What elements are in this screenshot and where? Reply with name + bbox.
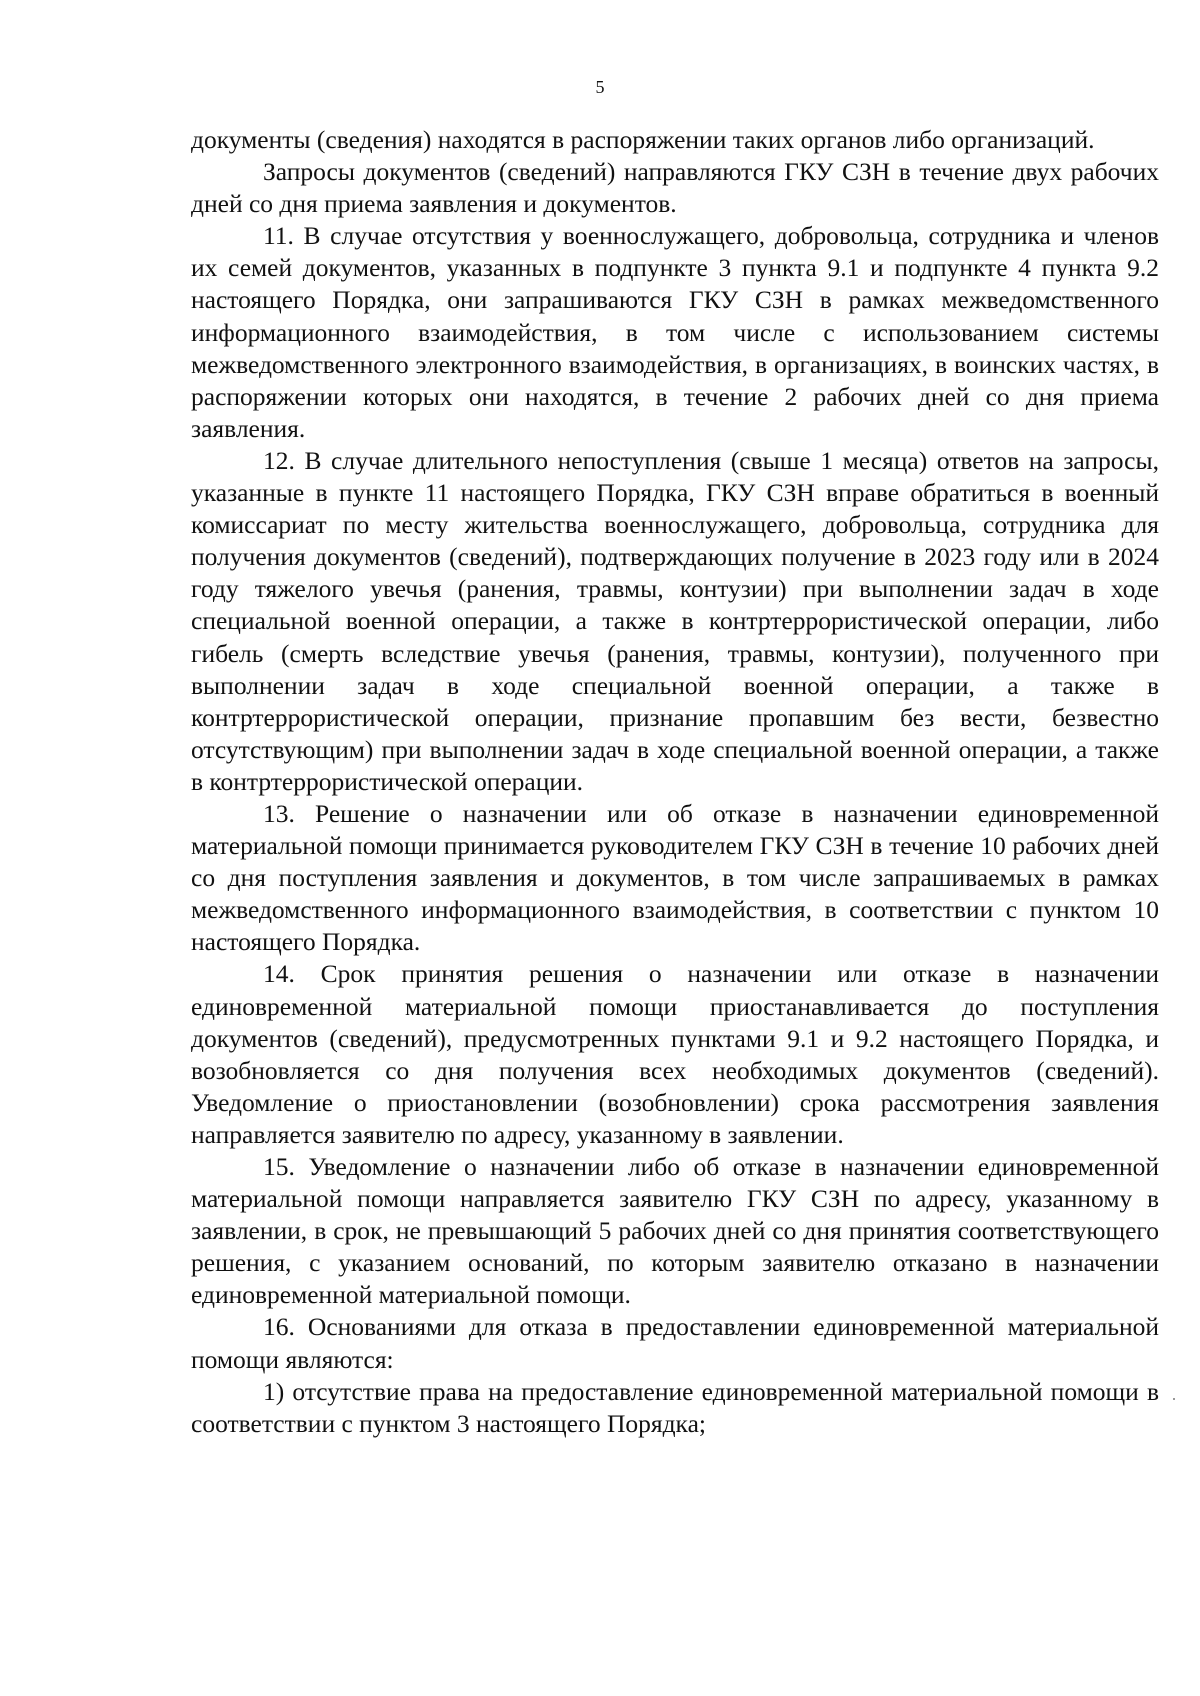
scan-speck [1173,1398,1175,1400]
paragraph-14: 14. Срок принятия решения о назначении или отказе в назначении единовременной материальной помощи приостанавливается до поступления документов (сведений), предусмотренных пунктами 9.1 и 9.2 настоящего Порядка, и возобновляется со дня получения всех необходимых документов (сведений). Уведомление о приостановлении (возобновлении) срока рассмотрения заявления направляется заявителю по адресу, указанному в заявлении. [191,959,1159,1149]
paragraph-13: 13. Решение о назначении или об отказе в назначении единовременной материальной помощи принимается руководителем ГКУ СЗН в течение 10 рабочих дней со дня поступления заявления и документов, в том числе запрашиваемых в рамках межведомственного информационного взаимодействия, в соответствии с пунктом 10 настоящего Порядка. [191,798,1159,957]
list-item-1: 1) отсутствие права на предоставление единовременной материальной помощи в соответствии с пунктом 3 настоящего Порядка; [191,1376,1159,1438]
page-number: 5 [595,77,605,97]
paragraph-continuation: документы (сведения) находятся в распоряжении таких органов либо организаций. [191,125,1095,154]
paragraph-15: 15. Уведомление о назначении либо об отказе в назначении единовременной материальной помощи направляется заявителю ГКУ СЗН по адресу, указанному в заявлении, в срок, не превышающий 5 рабочих дней со дня принятия соответствующего решения, с указанием оснований, по которым заявителю отказано в назначении единовременной материальной помощи. [191,1152,1159,1310]
paragraph-12: 12. В случае длительного непоступления (свыше 1 месяца) ответов на запросы, указанные в пункте 11 настоящего Порядка, ГКУ СЗН вправе обратиться в военный комиссариат по месту жительства военнослужащего, добровольца, сотрудника для получения документов (сведений), подтверждающих получение в 2023 году или в 2024 году тяжелого увечья (ранения, травмы, контузии) при выполнении задач в ходе специальной военной операции, а также в контртеррористической операции, либо гибель (смерть вследствие увечья (ранения, травмы, контузии), полученного при выполнении задач в ходе специальной военной операции, а также в контртеррористической операции, признание пропавшим без вести, безвестно отсутствующим) при выполнении задач в ходе специальной военной операции, а также в контртеррористической операции. [191,445,1159,796]
paragraph-16: 16. Основаниями для отказа в предоставлении единовременной материальной помощи являются: [191,1312,1159,1374]
paragraph-11: 11. В случае отсутствия у военнослужащего, добровольца, сотрудника и членов их семей документов, указанных в подпункте 3 пункта 9.1 и подпункте 4 пункта 9.2 настоящего Порядка, они запрашиваются ГКУ СЗН в рамках межведомственного информационного взаимодействия, в том числе с использованием системы межведомственного электронного взаимодействия, в организациях, в воинских частях, в распоряжении которых они находятся, в течение 2 рабочих дней со дня приема заявления. [191,221,1159,443]
document-body [191,124,1159,1440]
paragraph-requests: Запросы документов (сведений) направляются ГКУ СЗН в течение двух рабочих дней со дня приема заявления и документов. [191,157,1159,219]
